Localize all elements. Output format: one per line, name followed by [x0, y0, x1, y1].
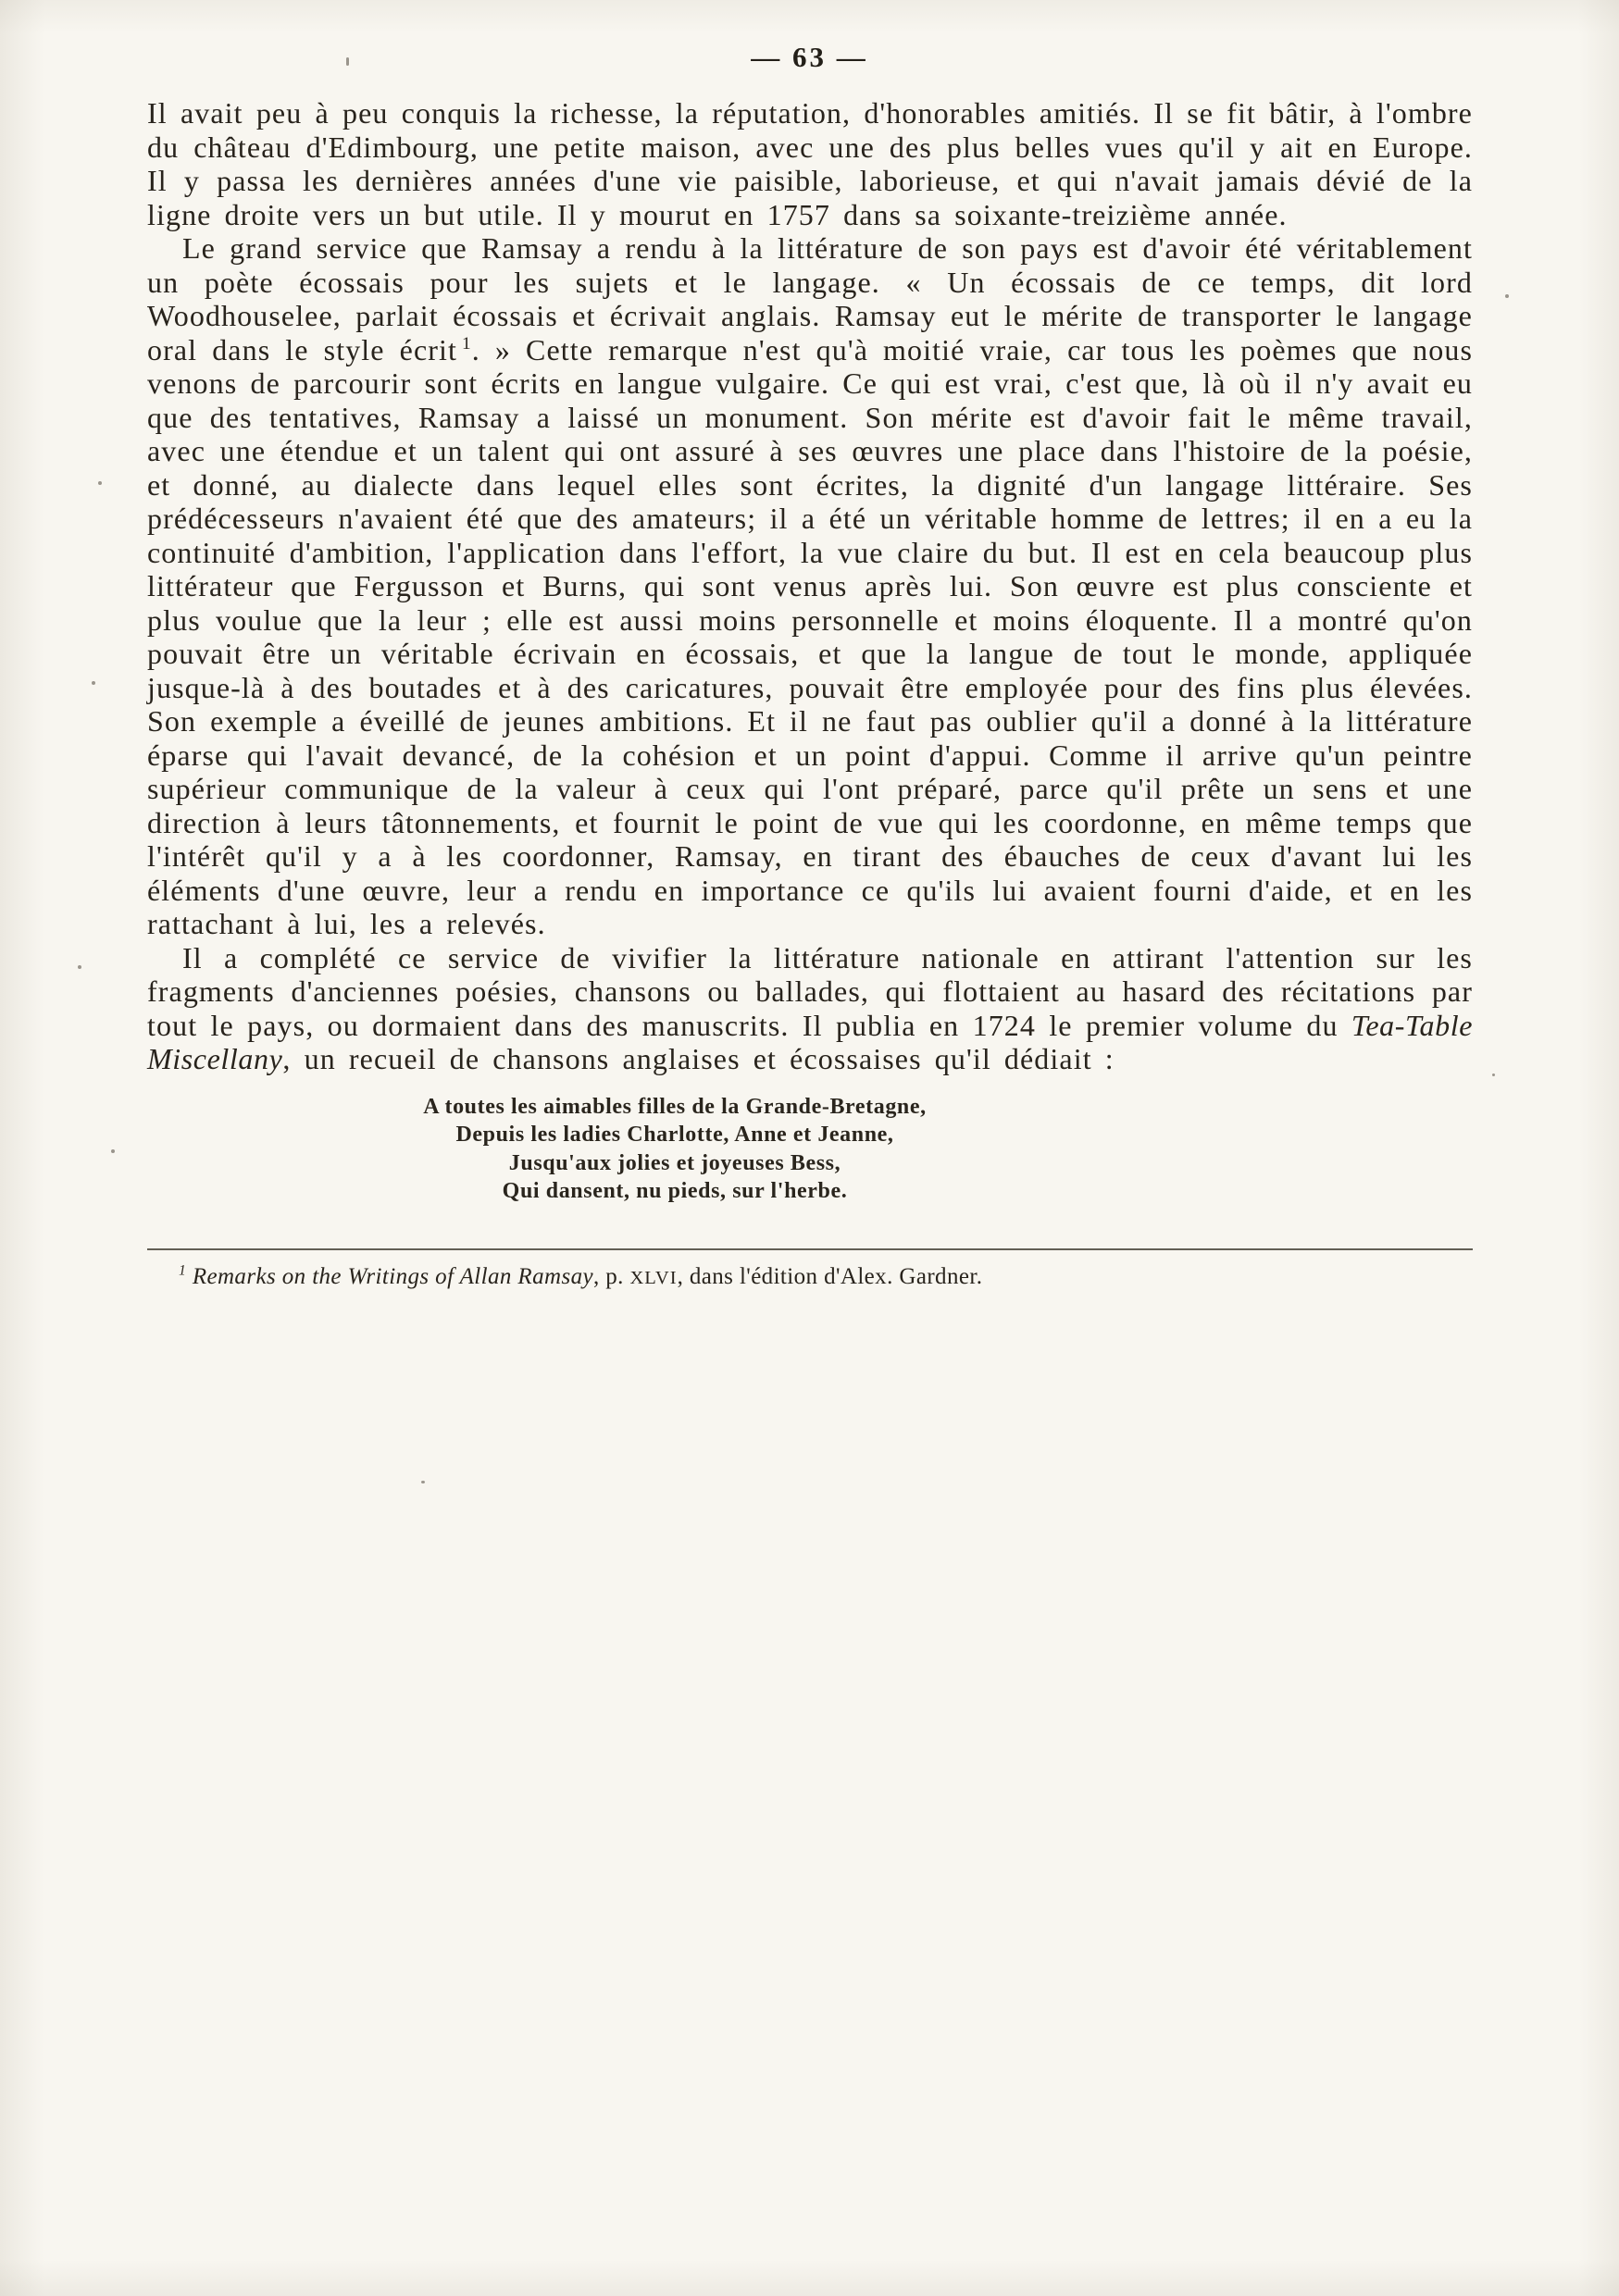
footnote-page-prefix: , p. — [592, 1263, 630, 1289]
text-block — [147, 96, 1473, 1292]
paragraph-3-text: Il a complété ce service de vivifier la littérature nationale en attirant l'attention sur les fragments d'anciennes poésies, chansons ou ballades, qui flottaient au hasard des récitations par tout le pays, ou dormaient dans des manuscrits. Il publia en 1724 le premier volume du — [147, 940, 1473, 1042]
footnote — [147, 1248, 1473, 1292]
footnote-marker: 1 — [179, 1262, 187, 1279]
page-number: — 63 — — [751, 41, 868, 73]
book-title-tea-table-miscellany: Tea-Table Miscellany — [147, 1008, 1473, 1075]
paragraph-1: Il avait peu à peu conquis la richesse, la réputation, d'honorables amitiés. Il se fit bâtir, à l'ombre du château d'Edimbourg, une petite maison, avec une des plus belles vues qu'il y ait en Europe. Il y passa les dernières années d'une vie paisible, laborieuse, et qui n'avait jamais dévié de la ligne droite vers un but utile. Il y mourut en 1757 dans sa soixante-treizième année. — [147, 96, 1473, 231]
footnote-work-title: Remarks on the Writings of Allan Ramsay — [192, 1263, 593, 1289]
paragraph-3-text-continued: , un recueil de chansons anglaises et écossaises qu'il dédiait : — [282, 1042, 1115, 1075]
scan-speck — [1505, 294, 1509, 298]
scan-speck — [98, 481, 102, 485]
footnote-edition-text: , dans l'édition d'Alex. Gardner. — [677, 1263, 983, 1289]
verse-line-1: A toutes les aimables filles de la Grande-Bretagne, — [423, 1094, 927, 1119]
scan-speck — [111, 1149, 115, 1153]
paragraph-2-text-continued: . » Cette remarque n'est qu'à moitié vraie, car tous les poèmes que nous venons de parcourir sont écrits en langue vulgaire. Ce qui est vrai, c'est que, là où il n'y avait eu que des tentatives, Ramsay a laissé un monument. Son mérite est d'avoir fait le même travail, avec une étendue et un talent qui ont assuré à ses œuvres une place dans l'histoire de la poésie, et donné, au dialecte dans lequel elles sont écrites, la dignité d'un langage littéraire. Ses prédécesseurs n'avaient été que des amateurs; il a été un véritable homme de lettres; il en a eu la continuité d'ambition, l'application dans l'effort, la vue claire du but. Il est en cela beaucoup plus littérateur que Fergusson et Burns, qui sont venus après lui. Son œuvre est plus consciente et plus voulue que la leur ; elle est aussi moins personnelle et moins éloquente. Il a montré qu'on pouvait être un véritable écrivain en écossais, et que la langue de tout le monde, appliquée jusque-là à des boutades et à des caricatures, pouvait être employée pour des fins plus élevées. Son exemple a éveillé de jeunes ambitions. Et il ne faut pas oublier qu'il a donné à la littérature éparse qui l'avait devancé, de la cohésion et un point d'appui. Comme il arrive qu'un peintre supérieur communique de la valeur à ceux qui l'ont préparé, parce qu'il prête un sens et une direction à leurs tâtonnements, et fournit le point de vue qui les coordonne, en même temps que l'intérêt qu'il y a à les coordonner, Ramsay, en tirant des ébauches de ceux d'avant lui les éléments d'une œuvre, leur a rendu en importance ce qu'ils lui avaient fourni d'aide, et en les rattachant à lui, les a relevés. — [147, 332, 1473, 940]
footnote-page-numeral: XLVI — [629, 1267, 678, 1288]
scan-speck — [78, 965, 81, 969]
verse-line-4: Qui dansent, nu pieds, sur l'herbe. — [502, 1179, 848, 1203]
paragraph-3 — [147, 941, 1473, 1076]
verse-dedication — [268, 1093, 1082, 1206]
verse-line-3: Jusqu'aux jolies et joyeuses Bess, — [508, 1150, 841, 1175]
scan-speck — [1492, 1074, 1495, 1076]
footnote-reference-mark: 1 — [462, 333, 472, 354]
scan-speck — [92, 681, 95, 685]
paragraph-2-text: Le grand service que Ramsay a rendu à la littérature de son pays est d'avoir été véritablement un poète écossais pour les sujets et le langage. « Un écossais de ce temps, dit lord Woodhouselee, parlait écossais et écrivait anglais. Ramsay eut le mérite de transporter le langage oral dans le style écrit — [147, 231, 1473, 366]
scan-speck — [346, 57, 349, 66]
paragraph-2 — [147, 231, 1473, 941]
scan-speck — [421, 1481, 425, 1483]
verse-line-2: Depuis les ladies Charlotte, Anne et Jeanne, — [455, 1123, 894, 1147]
